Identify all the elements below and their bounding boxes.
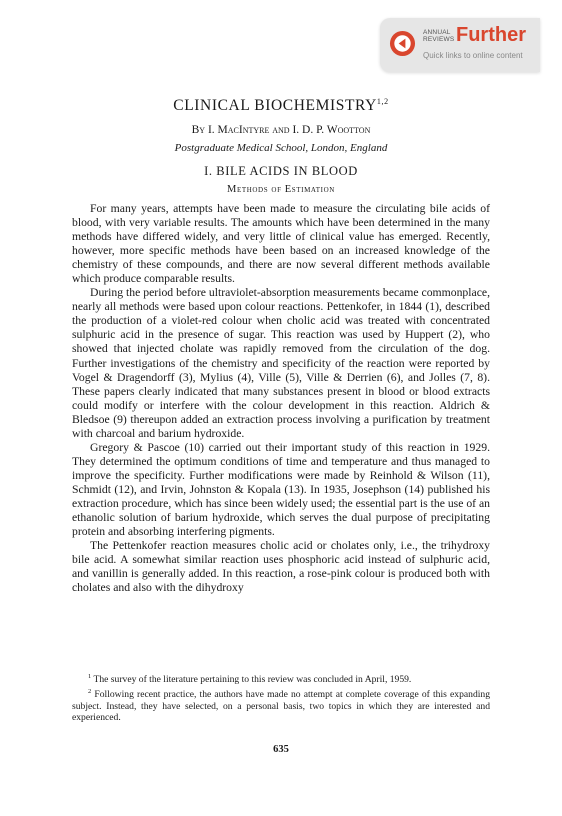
further-links-badge[interactable] bbox=[380, 18, 540, 72]
subsection-heading: Methods of Estimation bbox=[227, 184, 335, 195]
article-title bbox=[72, 97, 490, 115]
footnote-text: Following recent practice, the authors have made no attempt at complete coverage of this expanding subject. Instead, they have selected, on a personal basis, two topics in which they are interested and experienced. bbox=[72, 688, 490, 724]
paragraph: For many years, attempts have been made to measure the circulating bile acids of blood, with very variable results. The amounts which have been determined in the many methods have differed widely, and very little of clinical value has emerged. Recently, however, more specific methods have been based on an increased knowledge of the chemistry of these compounds, and there are now several different methods available which produce comparable results. bbox=[72, 202, 490, 286]
annual-reviews-logo-icon bbox=[389, 30, 416, 57]
page-number: 635 bbox=[273, 744, 289, 755]
paragraph: During the period before ultraviolet-absorption measurements became commonplace, nearly all methods were based upon colour reactions. Pettenkofer, in 1844 (1), described the production of a violet-red colour when cholic acid was treated with concentrated sulphuric acid in the presence of sugar. This reaction was used by Huppert (2), who showed that injected cholate was rapidly removed from the circulation of the dog. Further investigations of the chemistry and specificity of the reaction were reported by Vogel & Dragendorff (3), Mylius (4), Ville (5), Ville & Derrien (6), and Jolles (7, 8). These papers clearly indicated that many substances present in blood or blood extracts could modify or interfere with the colour development in this reaction. Aldrich & Bledsoe (9) thereupon added an extraction process involving a purification by treatment with charcoal and barium hydroxide. bbox=[72, 286, 490, 440]
paragraph: Gregory & Pascoe (10) carried out their important study of this reaction in 1929. They determined the optimum conditions of time and temperature and thus managed to improve the specificity. Further modifications were made by Reinhold & Wilson (11), Schmidt (12), and Irvin, Johnston & Kopala (13). In 1935, Josephson (14) published his extraction procedure, which has since been widely used; the essential part is the use of an ethanolic solution of barium hydroxide, which serves the dual purpose of precipitating protein and absorbing interfering pigments. bbox=[72, 440, 491, 539]
badge-brand: Further bbox=[456, 24, 526, 46]
paragraph: The Pettenkofer reaction measures cholic acid or cholates only, i.e., the trihydroxy bile acid. A somewhat similar reaction uses phosphoric acid instead of sulphuric acid, and vanillin is generally added. In this reaction, a rose-pink colour is produced both with cholates and also with the dihydroxy bbox=[72, 539, 490, 595]
affiliation: Postgraduate Medical School, London, England bbox=[174, 142, 388, 154]
footnote bbox=[72, 686, 490, 724]
badge-line-2: REVIEWS bbox=[423, 36, 455, 43]
title-footnote-marks: 1,2 bbox=[376, 97, 389, 106]
authors: By I. MacIntyre and I. D. P. Wootton bbox=[191, 124, 371, 136]
footnotes bbox=[72, 671, 490, 724]
badge-publisher bbox=[423, 29, 454, 43]
footnote-mark: 1 bbox=[88, 673, 92, 680]
badge-tagline: Quick links to online content bbox=[423, 51, 523, 60]
article-body bbox=[72, 202, 490, 595]
badge-line-1: ANNUAL bbox=[423, 29, 451, 36]
footnote-text: The survey of the literature pertaining to this review was concluded in April, 1959. bbox=[93, 674, 412, 686]
footnote-mark: 2 bbox=[88, 687, 92, 695]
section-heading: I. BILE ACIDS IN BLOOD bbox=[204, 164, 358, 178]
footnote bbox=[72, 671, 490, 686]
title-text: CLINICAL BIOCHEMISTRY bbox=[173, 97, 377, 115]
